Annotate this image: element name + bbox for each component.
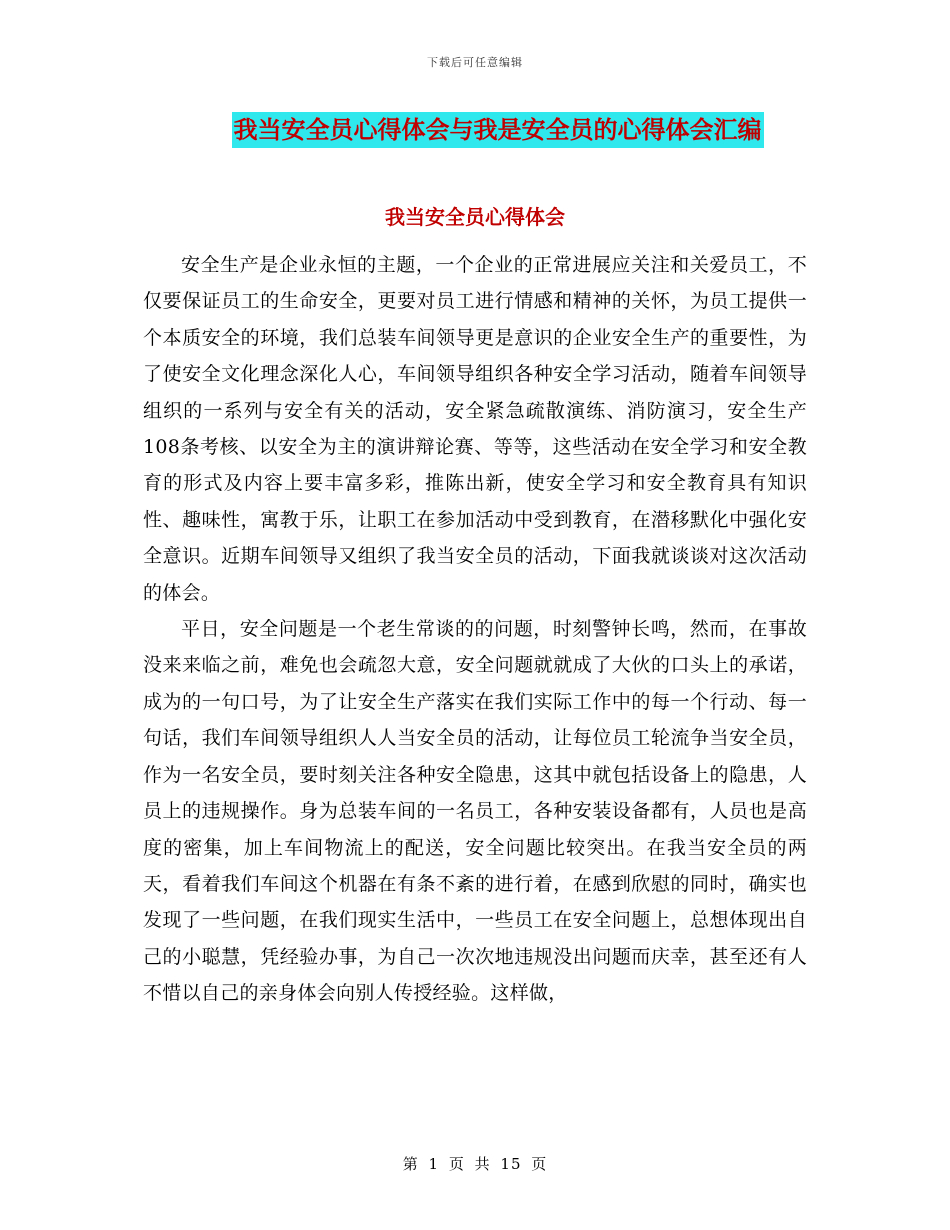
document-body [143,247,807,1012]
main-title-container [0,112,950,148]
document-title: 我当安全员心得体会与我是安全员的心得体会汇编 [232,112,764,148]
total-pages: 15 [500,1155,522,1173]
paragraph: 平日，安全问题是一个老生常谈的的问题，时刻警钟长鸣，然而，在事故没来来临之前，难免也会疏忽大意，安全问题就就成了大伙的口头上的承诺，成为的一句口号，为了让安全生产落实在我们实际工作中的每一个行动、每一句话，我们车间领导组织人人当安全员的活动，让每位员工轮流争当安全员，作为一名安全员，要时刻关注各种安全隐患，这其中就包括设备上的隐患，人员上的违规操作。身为总装车间的一名员工，各种安装设备都有，人员也是高度的密集，加上车间物流上的配送，安全问题比较突出。在我当安全员的两天，看着我们车间这个机器在有条不紊的进行着，在感到欣慰的同时，确实也发现了一些问题，在我们现实生活中，一些员工在安全问题上，总想体现出自己的小聪慧，凭经验办事，为自己一次次地违规没出问题而庆幸，甚至还有人不惜以自己的亲身体会向别人传授经验。这样做， [143,618,807,1005]
page-label-mid: 页 [448,1155,465,1173]
page-footer [0,1153,950,1174]
page-number: 1 [428,1155,440,1173]
total-suffix: 页 [531,1155,548,1173]
section-title: 我当安全员心得体会 [385,205,565,229]
page-label-prefix: 第 [402,1155,419,1173]
paragraph: 安全生产是企业永恒的主题，一个企业的正常进展应关注和关爱员工，不仅要保证员工的生命安全，更要对员工进行情感和精神的关怀，为员工提供一个本质安全的环境，我们总装车间领导更是意识的企业安全生产的重要性，为了使安全文化理念深化人心，车间领导组织各种安全学习活动，随着车间领导组织的一系列与安全有关的活动，安全紧急疏散演练、消防演习，安全生产108条考核、以安全为主的演讲辩论赛、等等，这些活动在安全学习和安全教育的形式及内容上要丰富多彩，推陈出新，使安全学习和安全教育具有知识性、趣味性，寓教于乐，让职工在参加活动中受到教育，在潜移默化中强化安全意识。近期车间领导又组织了我当安全员的活动，下面我就谈谈对这次活动的体会。 [143,254,807,604]
total-prefix: 共 [474,1155,491,1173]
header-note: 下载后可任意编辑 [427,56,523,69]
